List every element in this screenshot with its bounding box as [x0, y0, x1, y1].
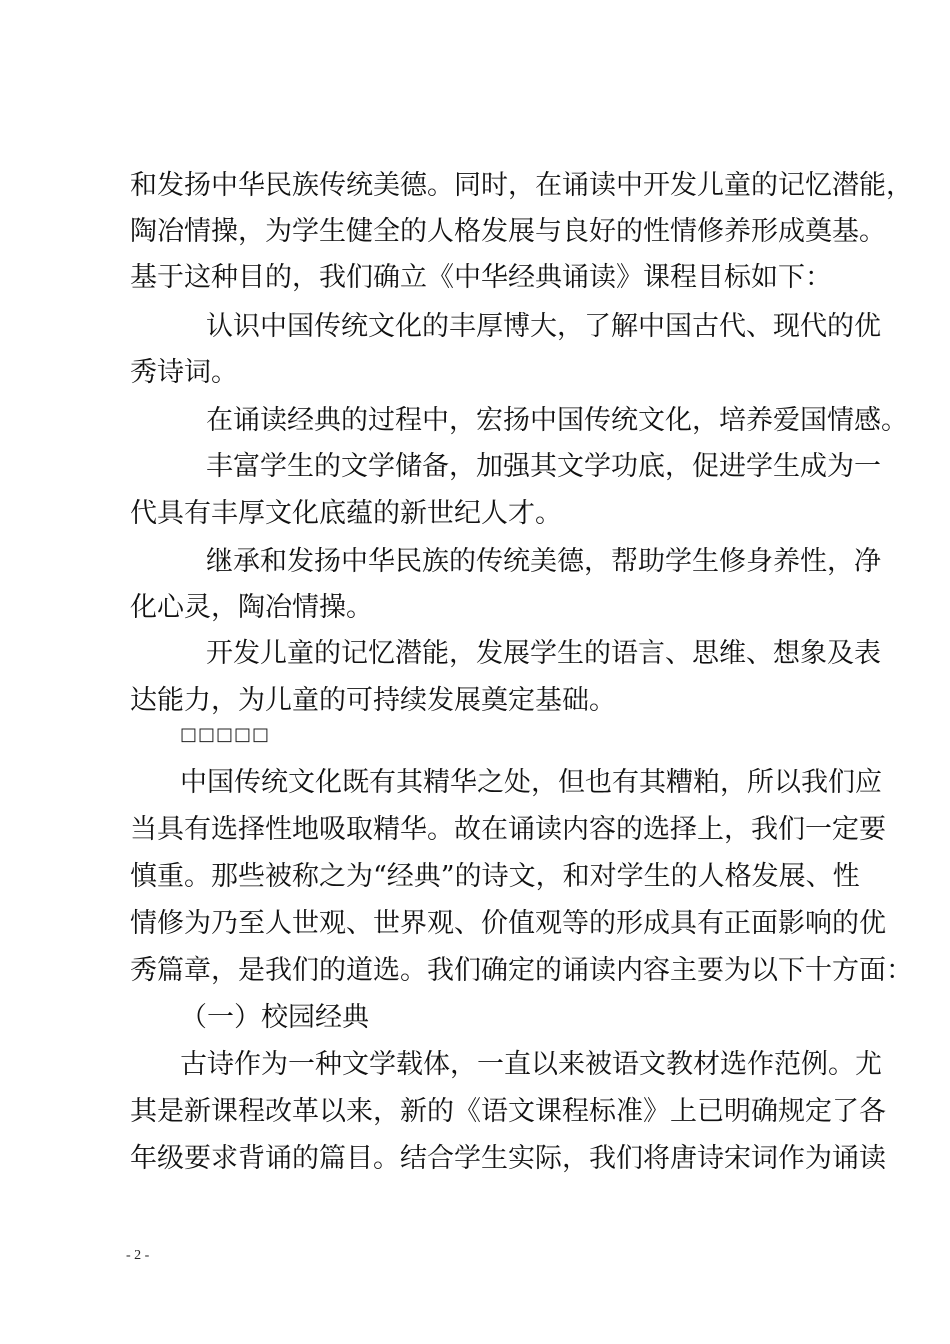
- text-line: 达能力，为儿童的可持续发展奠定基础。: [130, 685, 616, 716]
- text-line: 继承和发扬中华民族的传统美德，帮助学生修身养性，净: [206, 546, 881, 577]
- page-number: - 2 -: [126, 1248, 150, 1263]
- text-line: 秀篇章，是我们的道选。我们确定的诵读内容主要为以下十方面：: [130, 955, 913, 986]
- subsection-heading: （一）校园经典: [180, 1002, 369, 1033]
- text-line: 基于这种目的，我们确立《中华经典诵读》课程目标如下：: [130, 262, 832, 293]
- text-line: 慎重。那些被称之为“经典”的诗文，和对学生的人格发展、性: [130, 861, 860, 892]
- text-line: 丰富学生的文学储备，加强其文学功底，促进学生成为一: [206, 451, 881, 482]
- text-line: 认识中国传统文化的丰厚博大，了解中国古代、现代的优: [206, 311, 881, 342]
- text-line: 其是新课程改革以来，新的《语文课程标准》上已明确规定了各: [130, 1096, 886, 1127]
- text-line: 当具有选择性地吸取精华。故在诵读内容的选择上，我们一定要: [130, 814, 886, 845]
- text-line: 古诗作为一种文学载体，一直以来被语文教材选作范例。尤: [180, 1049, 882, 1080]
- text-line: 代具有丰厚文化底蕴的新世纪人才。: [130, 498, 562, 529]
- text-line: 情修为乃至人世观、世界观、价值观等的形成具有正面影响的优: [130, 908, 886, 939]
- text-line: 年级要求背诵的篇目。结合学生实际，我们将唐诗宋词作为诵读: [130, 1143, 886, 1174]
- text-line: 陶冶情操，为学生健全的人格发展与良好的性情修养形成奠基。: [130, 216, 886, 247]
- text-line: 化心灵，陶冶情操。: [130, 592, 373, 623]
- text-line: 开发儿童的记忆潜能，发展学生的语言、思维、想象及表: [206, 638, 881, 669]
- section-heading-placeholder: □□□□□: [180, 724, 271, 745]
- text-line: 秀诗词。: [130, 357, 238, 388]
- text-line: 在诵读经典的过程中，宏扬中国传统文化，培养爱国情感。: [206, 405, 908, 436]
- text-line: 和发扬中华民族传统美德。同时，在诵读中开发儿童的记忆潜能，: [130, 170, 913, 201]
- text-line: 中国传统文化既有其精华之处，但也有其糟粕，所以我们应: [180, 767, 882, 798]
